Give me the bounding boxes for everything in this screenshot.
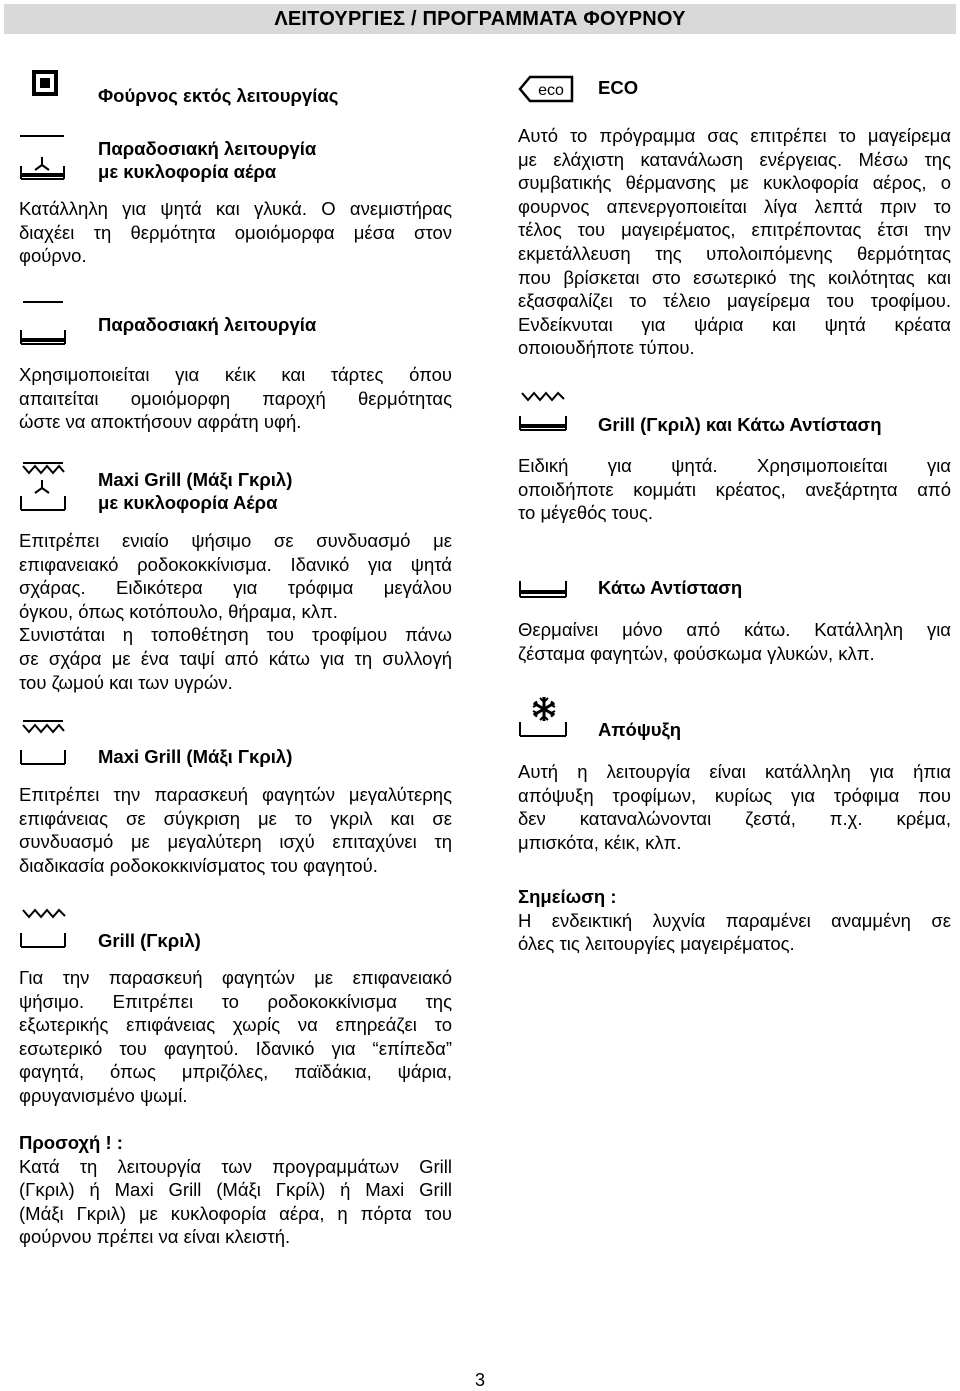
mode-title: Grill (Γκριλ) [98,930,201,951]
desc-line: σε σχάρα με ένα ταψί από κάτω για τη συλλογή [19,647,452,669]
desc-line: οποιδήποτε κομμάτι κρέατος, ανεξάρτητα από [518,478,951,500]
desc-line: Ειδική για ψητά. Χρησιμοποιείται για [518,455,951,476]
desc-line: διαδικασία ροδοκοκκινίσματος του φαγητού. [19,854,378,876]
maxi-grill-fan-icon [19,460,69,514]
mode-description [19,197,452,268]
desc-line: απαιτείται ομοιόμορφη παροχή θερμότητας [19,387,452,409]
mode-description [518,760,951,854]
desc-line: απόψυξη τροφίμων, κυρίως για τρόφιμα που [518,784,951,806]
desc-line: Κατά τη λειτουργία των προγραμμάτων Grill [19,1155,452,1177]
bottom-heat-icon [518,578,570,600]
top-bottom-fan-icon [19,133,69,183]
maxi-grill-icon [19,718,69,768]
grill-bottom-icon [518,388,570,434]
note-title: Σημείωση : [518,886,617,907]
top-bottom-heat-icon [19,298,69,348]
warning-block [19,1131,452,1249]
desc-line: Χρησιμοποιείται για κέικ και τάρτες όπου [19,364,452,385]
desc-line: δεν καταναλώνονται ζεστά, π.χ. κρέμα, [518,808,951,830]
eco-icon-text: eco [538,82,564,99]
mode-description [19,529,452,694]
snowflake-icon [518,694,570,740]
desc-line: Επιτρέπει ενιαίο ψήσιμο σε συνδυασμό με [19,530,452,551]
mode-title: Maxi Grill (Μάξι Γκριλ) [98,746,293,767]
desc-line: όγκου, όπως κοτόπουλο, θήραμα, κλπ. [19,600,338,622]
desc-line: φούρνο. [19,245,87,267]
desc-line: επιφανειακό ροδοκοκκίνισμα. Ιδανικό για ψητά [19,553,452,575]
desc-line: φούρνου πρέπει να είναι κλειστή. [19,1226,291,1248]
desc-line: Αυτή η λειτουργία είναι κατάλληλη για ήπια [518,761,951,782]
desc-line: Συνιστάται η τοποθέτηση του τροφίμου πάνω [19,624,452,646]
desc-line: Αυτό το πρόγραμμα σας επιτρέπει το μαγείρεμα [518,125,951,146]
desc-line: σχάρας. Ειδικότερα για τρόφιμα μεγάλου [19,577,452,599]
grill-icon [19,905,69,951]
desc-line: ψήσιμο. Επιτρέπει το ροδοκοκκίνισμα της [19,990,452,1012]
square-off-icon [32,70,58,96]
desc-line: όλες τις λειτουργίες μαγειρέματος. [518,933,795,955]
mode-title-line2: με κυκλοφορία αέρα [98,161,277,182]
desc-line: τέλος του μαγειρέματος, επιτρέποντας έτσι την [518,219,951,241]
desc-line: διαχέει τη θερμότητα ομοιόμορφα μέσα στον [19,221,452,243]
desc-line: με ελάχιστη κατανάλωση ενέργειας. Μέσω της [518,148,951,170]
desc-line: εσωτερικό του φαγητού. Ιδανικό για “επίπεδα” [19,1037,452,1059]
desc-line: συνδυασμό με μεγαλύτερη ισχύ επιταχύνει τη [19,831,452,853]
desc-line: εξασφαλίζει το τέλειο μαγείρεμα του τροφίμου. [518,290,951,312]
note-block [518,885,951,956]
desc-line: συμβατικής θέρμανσης με κυκλοφορία αέρος, ο [518,172,951,194]
desc-line: ζέσταμα φαγητών, φούσκωμα γλυκών, κλπ. [518,642,875,664]
mode-description [19,966,452,1108]
desc-line: Θερμαίνει μόνο από κάτω. Κατάλληλη για [518,619,951,640]
warning-title: Προσοχή ! : [19,1132,123,1153]
desc-line: Για την παρασκευή φαγητών με επιφανειακό [19,967,452,988]
desc-line: εκμετάλλευση της υπολοιπόμενης θερμότητας [518,242,951,264]
mode-title: Κάτω Αντίσταση [598,577,743,598]
mode-title: Απόψυξη [598,719,682,740]
desc-line: εξωτερικής επιφάνειας χωρίς να επηρεάζει το [19,1014,452,1036]
desc-line: ώστε να αποκτήσουν αφράτη υφή. [19,411,302,433]
desc-line: φαγητά, όπως μπριζόλες, παϊδάκια, ψάρια, [19,1061,452,1083]
desc-line: μπισκότα, κέικ, κλπ. [518,831,682,853]
desc-line: του ζωμού και των υγρών. [19,671,233,693]
mode-description [19,363,452,434]
mode-description [518,618,951,665]
desc-line: το μέγεθός τους. [518,502,654,524]
mode-description [19,783,452,877]
mode-title-line1: Παραδοσιακή λειτουργία [98,138,317,159]
mode-title: Παραδοσιακή λειτουργία [98,314,317,335]
desc-line: επιφάνειας σε σύγκριση με το γκριλ και σε [19,807,452,829]
mode-description [518,124,951,360]
desc-line: φρυγανισμένο ψωμί. [19,1084,188,1106]
mode-title: Φούρνος εκτός λειτουργίας [98,85,339,106]
eco-icon [518,74,574,104]
mode-title-line2: με κυκλοφορία Αέρα [98,492,278,513]
page-title: ΛΕΙΤΟΥΡΓΙΕΣ / ΠΡΟΓΡΑΜΜΑΤΑ ΦΟΥΡΝΟΥ [274,8,686,30]
mode-title: Grill (Γκριλ) και Κάτω Αντίσταση [598,414,882,435]
desc-line: (Γκριλ) ή Maxi Grill (Μάξι Γκρίλ) ή Maxi Grill [19,1179,452,1201]
mode-title-line1: Maxi Grill (Μάξι Γκριλ) [98,469,293,490]
desc-line: Κατάλληλη για ψητά και γλυκά. Ο ανεμιστήρας [19,198,452,219]
page-header [4,4,956,34]
desc-line: (Μάξι Γκριλ) με κυκλοφορία αέρα, η πόρτα του [19,1202,452,1224]
mode-title: ECO [598,77,639,98]
desc-line: που βρίσκεται στο εσωτερικό της κοιλότητας και [518,266,951,288]
desc-line: Επιτρέπει την παρασκευή φαγητών μεγαλύτερης [19,784,452,805]
mode-description [518,454,951,525]
desc-line: φουρνος απενεργοποιείται λίγα λεπτά πριν το [518,195,951,217]
page-number: 3 [474,1370,485,1390]
desc-line: Ενδείκνυται για ψάρια και ψητά κρέατα [518,313,951,335]
desc-line: οποιουδήποτε τύπου. [518,337,695,359]
desc-line: Η ενδεικτική λυχνία παραμένει αναμμένη σε [518,909,951,931]
